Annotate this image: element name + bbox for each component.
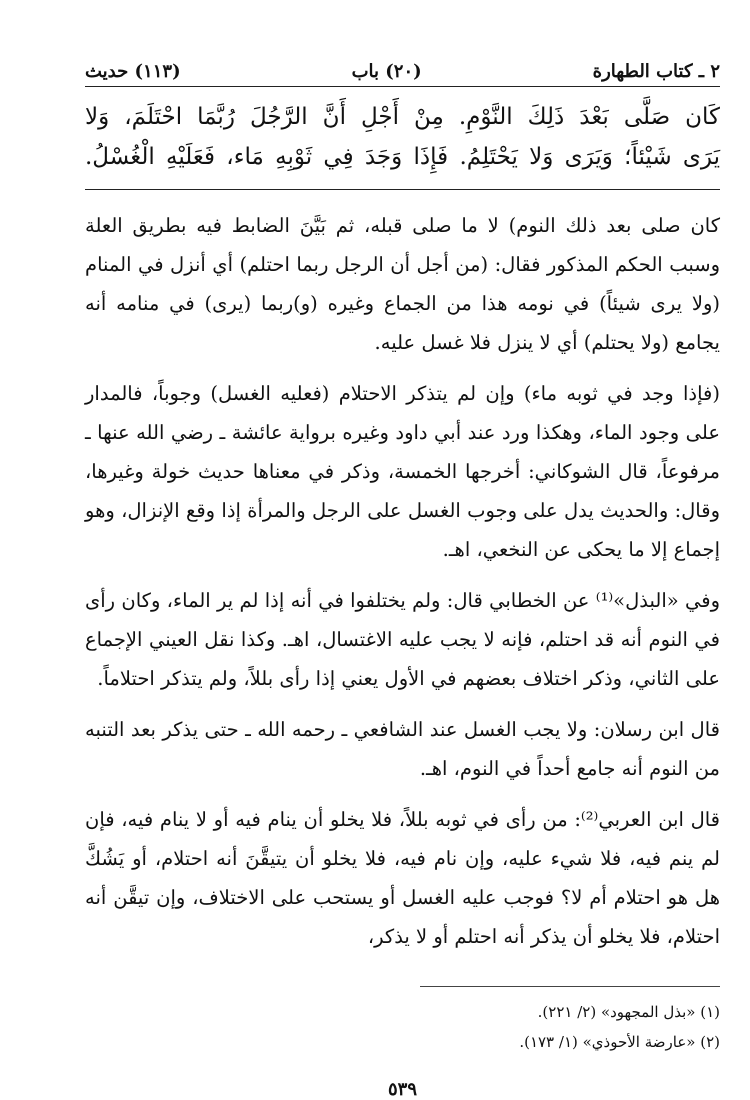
hadith-line: يَرَى شَيْئاً؛ وَيَرَى وَلا يَحْتَلِمُ. فَإِذَا وَجَدَ فِي ثَوْبِهِ مَاء، فَعَلَيْهِ الْغُسْلُ.: [85, 144, 720, 170]
commentary-paragraph: قال ابن رسلان: ولا يجب الغسل عند الشافعي ـ رحمه الله ـ حتى يذكر بعد التنبه من النوم أنه جامع أحداً في النوم، اهـ.: [85, 718, 720, 780]
page-number: ٥٣٩: [387, 1079, 417, 1100]
commentary: [85, 206, 720, 956]
running-header: [85, 52, 720, 82]
footnote-item: (٢) «عارضة الأحوذي» (١/ ١٧٣).: [519, 1033, 720, 1051]
footnotes: [85, 997, 720, 1057]
commentary-paragraph: (فإذا وجد في ثوبه ماء) وإن لم يتذكر الاحتلام (فعليه الغسل) وجوباً، فالمدار على وجود الماء، وهكذا ورد عند أبي داود وغيره برواية عائشة ـ رضي الله عنها ـ مرفوعاً، قال الشوكاني: أخرجها الخمسة، وذكر في معناها حديث خولة وغيرها، وقال: والحديث يدل على وجوب الغسل على الرجل والمرأة إذا وقع الإنزال، وهو إجماع إلا ما يحكى عن النخعي، اهـ.: [85, 382, 720, 561]
header-chapter: (٢٠) باب: [351, 61, 422, 82]
header-hadith-number: (١١٣) حديث: [85, 61, 181, 82]
book-page: [85, 52, 720, 1100]
footnote-rule: [420, 986, 720, 987]
commentary-paragraph: كان صلى بعد ذلك النوم) لا ما صلى قبله، ثم بَيَّنَ الضابط فيه بطريق العلة وسبب الحكم المذكور فقال: (من أجل أن الرجل ربما احتلم) أي أنزل في المنام (ولا يرى شيئاً) في نومه هذا من الجماع وغيره (و)ربما (يرى) في منامه أنه يجامع (ولا يحتلم) أي لا ينزل فلا غسل عليه.: [85, 214, 720, 354]
footnote-item: (١) «بذل المجهود» (٢/ ٢٢١).: [537, 1003, 720, 1021]
header-book-title: ٢ ـ كتاب الطهارة: [592, 61, 720, 82]
commentary-paragraph: وفي «البذل»⁽¹⁾ عن الخطابي قال: ولم يختلفوا في أنه إذا لم ير الماء، وكان رأى في النوم أنه قد احتلم، فإنه لا يجب عليه الاغتسال، اهـ. وكذا نقل العيني الإجماع على الثاني، وذكر اختلاف بعضهم في الأول يعني إذا رأى بللاً، ولم يتذكر احتلاماً.: [85, 589, 720, 690]
commentary-paragraph: قال ابن العربي⁽²⁾: من رأى في ثوبه بللاً، فلا يخلو أن ينام فيه أو لا ينام فيه، فإن لم ينم فيه، فلا شيء عليه، وإن نام فيه، فلا يخلو أن يتيقَّنَ أنه احتلام، أو يَشُكَّ هل هو احتلام أم لا؟ فوجب عليه الغسل أو يستحب على الاختلاف، وإن تيقَّن أنه احتلام، فلا يخلو أن يذكر أنه احتلم أو لا يذكر،: [85, 808, 720, 948]
header-rule: [85, 86, 720, 87]
hadith-divider: [85, 189, 720, 190]
hadith-line: كَان صَلَّى بَعْدَ ذَلِكَ النَّوْمِ. مِنْ أَجْلِ أَنَّ الرَّجُلَ رُبَّمَا احْتَلَمَ، وَلا: [85, 104, 720, 130]
hadith-text: [85, 97, 720, 177]
